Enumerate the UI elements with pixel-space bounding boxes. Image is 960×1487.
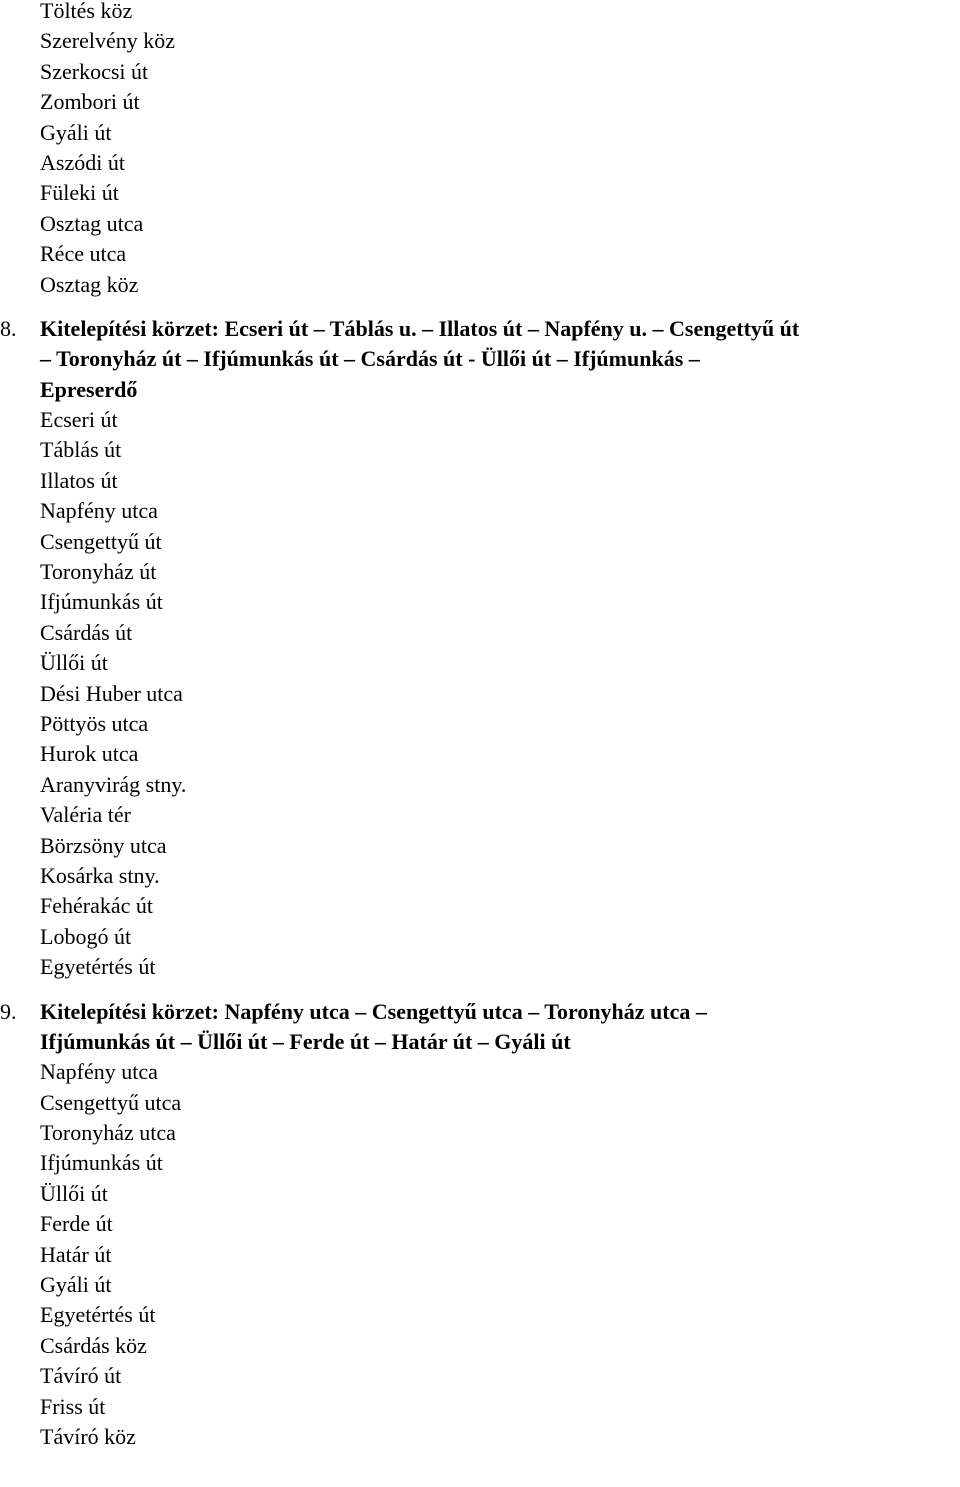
- list-item: Hurok utca: [40, 741, 139, 767]
- section-9-heading-line: [0, 998, 960, 1031]
- list-item: Táblás út: [40, 437, 122, 463]
- list-item: Illatos út: [40, 467, 118, 493]
- list-item: Üllői út: [40, 1180, 108, 1206]
- list-item: Határ út: [40, 1241, 112, 1267]
- list-item: Dési Huber utca: [40, 680, 183, 706]
- list-item: Csengettyű út: [40, 528, 162, 554]
- list-item: Ferde út: [40, 1211, 113, 1237]
- list-item: Friss út: [40, 1393, 106, 1419]
- list-item: Lobogó út: [40, 923, 132, 949]
- section-8-heading-line: [0, 376, 960, 409]
- list-item: Osztag köz: [40, 271, 139, 297]
- list-item: Gyáli út: [40, 119, 112, 145]
- section-9-heading-text: Ifjúmunkás út – Üllői út – Ferde út – Határ út – Gyáli út: [40, 1028, 571, 1054]
- list-item: Egyetértés út: [40, 954, 156, 980]
- list-item: Aranyvirág stny.: [40, 771, 187, 797]
- section-8-heading-line: [0, 315, 960, 348]
- list-item: Börzsöny utca: [40, 832, 167, 858]
- list-item: Ecseri út: [40, 407, 118, 433]
- section-9-heading-line: [0, 1028, 960, 1061]
- list-item: Pöttyös utca: [40, 710, 149, 736]
- list-item: Töltés köz: [40, 0, 133, 23]
- section-8-heading-text: Epreserdő: [40, 376, 138, 402]
- list-item: Csengettyű utca: [40, 1089, 182, 1115]
- list-item: Fehérakác út: [40, 893, 153, 919]
- list-item: Egyetértés út: [40, 1302, 156, 1328]
- list-item: Aszódi út: [40, 149, 125, 175]
- section-8: [0, 315, 960, 987]
- list-item: Zombori út: [40, 89, 140, 115]
- list-item: Gyáli út: [40, 1272, 112, 1298]
- list-item: Szerelvény köz: [40, 28, 175, 54]
- list-item: Ifjúmunkás út: [40, 589, 163, 615]
- list-item: Csárdás út: [40, 619, 133, 645]
- section-9-number: 9.: [0, 998, 17, 1024]
- list-item: Napfény utca: [40, 498, 158, 524]
- section-9: [0, 998, 960, 1457]
- list-item: Szerkocsi út: [40, 58, 149, 84]
- list-item: Csárdás köz: [40, 1332, 147, 1358]
- list-item: Füleki út: [40, 180, 119, 206]
- list-item: Ifjúmunkás út: [40, 1150, 163, 1176]
- section-9-heading-text: Kitelepítési körzet: Napfény utca – Csengettyű utca – Toronyház utca –: [40, 998, 707, 1024]
- section-8-number: 8.: [0, 315, 17, 341]
- section-8-heading-text: Kitelepítési körzet: Ecseri út – Táblás u. – Illatos út – Napfény u. – Csengettyű út: [40, 315, 800, 341]
- list-item: Toronyház út: [40, 559, 157, 585]
- list-item: Kosárka stny.: [40, 862, 160, 888]
- list-item: Osztag utca: [40, 210, 144, 236]
- list-item: Távíró köz: [40, 1423, 136, 1449]
- list-item: Napfény utca: [40, 1059, 158, 1085]
- list-item: Toronyház utca: [40, 1120, 176, 1146]
- list-item: Távíró út: [40, 1363, 122, 1389]
- list-item: Réce utca: [40, 241, 127, 267]
- list-item: Üllői út: [40, 650, 108, 676]
- list-item: Valéria tér: [40, 802, 131, 828]
- top-street-list: [0, 0, 960, 304]
- section-8-heading-text: – Toronyház út – Ifjúmunkás út – Csárdás út - Üllői út – Ifjúmunkás –: [40, 346, 700, 372]
- section-8-heading-line: [0, 348, 960, 378]
